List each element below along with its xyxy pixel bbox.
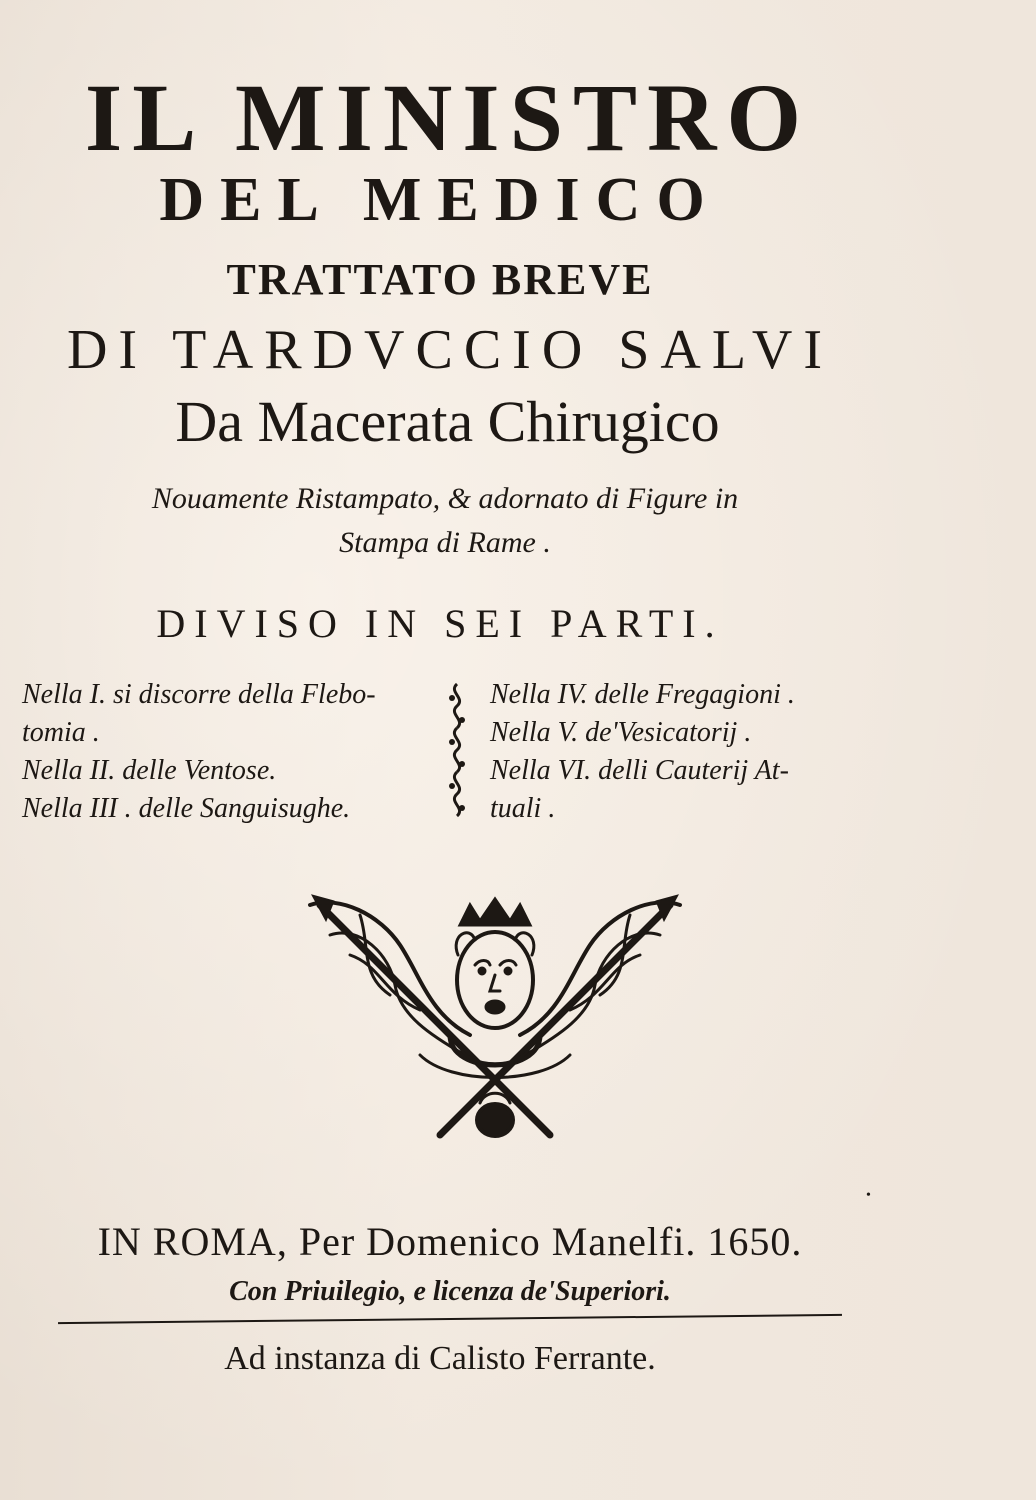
part-line: tomia . xyxy=(22,717,100,748)
parts-right-column xyxy=(490,676,795,828)
author-line: DI TARDVCCIO SALVI xyxy=(66,319,833,381)
part-line: Nella III . delle Sanguisughe. xyxy=(22,793,351,824)
subtitle-line-1: Nouamente Ristampato, & adornato di Figure in xyxy=(151,482,739,515)
division-heading: DIVISO IN SEI PARTI. xyxy=(156,601,724,646)
part-line: Nella I. si discorre della Flebo- xyxy=(22,679,376,710)
horizontal-rule xyxy=(58,1314,842,1324)
title-line-2: DEL MEDICO xyxy=(159,166,721,234)
title-line-3: TRATTATO BREVE xyxy=(226,255,654,304)
parts-left-column xyxy=(22,676,376,828)
part-line: Nella V. de'Vesicatorij . xyxy=(490,717,752,748)
part-line: Nella II. delle Ventose. xyxy=(22,755,277,786)
subtitle-line-2: Stampa di Rame . xyxy=(339,526,551,559)
author-origin-line: Da Macerata Chirugico xyxy=(175,389,720,454)
part-line: Nella VI. delli Cauterij At- xyxy=(490,755,789,786)
printers-mark: • xyxy=(866,1188,871,1203)
instance-line: Ad instanza di Calisto Ferrante. xyxy=(224,1340,656,1377)
part-line: tuali . xyxy=(490,793,556,824)
grotesque-mask-vignette-icon xyxy=(300,885,690,1155)
vertical-ornament-icon xyxy=(444,680,470,820)
title-line-1: IL MINISTRO xyxy=(84,64,812,171)
part-line: Nella IV. delle Fregagioni . xyxy=(490,679,795,710)
privilege-line: Con Priuilegio, e licenza de'Superiori. xyxy=(229,1276,671,1307)
imprint-line: IN ROMA, Per Domenico Manelfi. 1650. xyxy=(97,1219,803,1264)
